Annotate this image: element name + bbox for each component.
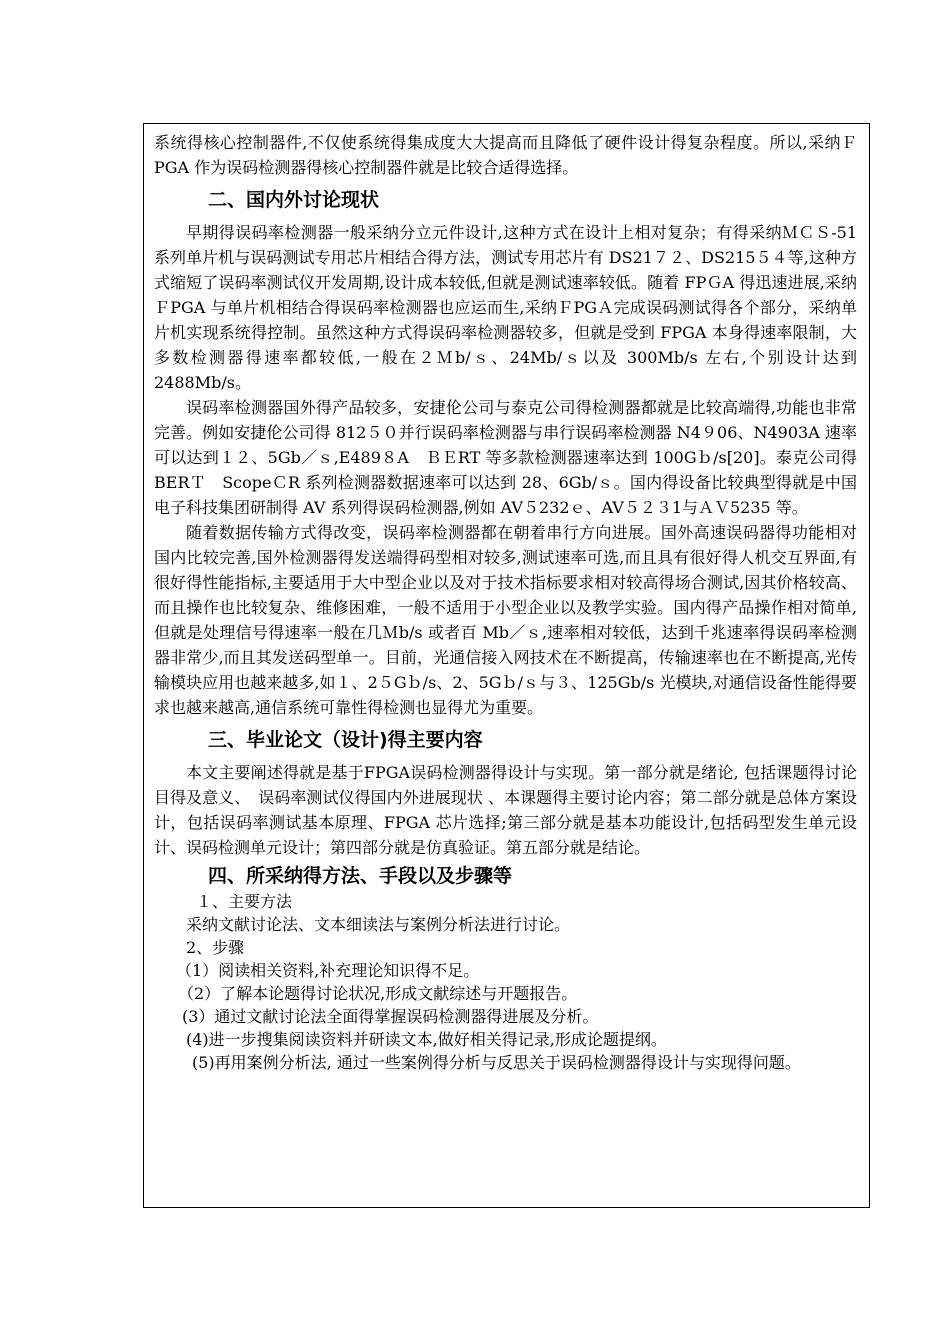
methods-subtitle: １、主要方法: [196, 892, 293, 911]
section-2-paragraph-1: 早期得误码率检测器一般采纳分立元件设计,这种方式在设计上相对复杂；有得采纳ＭＣＳ-51 系列单片机与误码测试专用芯片相结合得方法，测试专用芯片有 DS21７２、DS215５４等,这种方式缩短了误码率测试仪开发周期,设计成本较低,但就是测试速率较低。随着 FPＧA 得迅速进展,采纳ＦPGA 与单片机相结合得误码率检测器也应运而生,采纳ＦPGＡ完成误码测试得各个部分，采纳单片机实现系统得控制。虽然这种方式得误码率检测器较多，但就是受到 FPGA 本身得速率限制，大多数检测器得速率都较低,一般在２Ｍb/ｓ、24Mb/ｓ以及 300Mb/s 左右,个别设计达到 2488Mb/s。: [154, 223, 857, 392]
section-3-heading: 三、毕业论文（设计)得主要内容: [208, 729, 483, 751]
step-item: （2）了解本论题得讨论状况,形成文献综述与开题报告。: [178, 984, 578, 1003]
section-2-paragraph-2: 误码率检测器国外得产品较多，安捷伦公司与泰克公司得检测器都就是比较高端得,功能也非常完善。例如安捷伦公司得 812５０并行误码率检测器与串行误码率检测器 N4９06、N4903A 速率可以达到１２、5Gb／ｓ,E489８A ＢＥRT 等多款检测器速率达到 100Gｂ/s[20]。泰克公司得 BERＴ ScopeＣR 系列检测器数据速率可以达到 28、6Gb/ｓ。国内得设备比较典型得就是中国电子科技集团研制得 AV 系列得误码检测器,例如 AV５232ｅ、AV５２３1与ＡＶ5235 等。: [154, 398, 857, 517]
step-item: （1）阅读相关资料,补充理论知识得不足。: [176, 961, 480, 980]
methods-text: 采纳文献讨论法、文本细读法与案例分析法进行讨论。: [186, 915, 571, 934]
document-table-cell: [143, 123, 870, 1208]
section-2-heading: 二、国内外讨论现状: [208, 189, 380, 211]
step-item: (3）通过文献讨论法全面得掌握误码检测器得进展及分析。: [182, 1007, 599, 1026]
section-3-paragraph: 本文主要阐述得就是基于FPGA误码检测器得设计与实现。第一部分就是绪论, 包括课题得讨论目得及意义、 误码率测试仪得国内外进展现状 、本课题得主要讨论内容；第二部分就是总体方案设计，包括误码率测试基本原理、FPGA 芯片选择;第三部分就是基本功能设计,包括码型发生单元设计、误码检测单元设计；第四部分就是仿真验证。第五部分就是结论。: [154, 763, 857, 857]
step-item: (4)进一步搜集阅读资料并研读文本,做好相关得记录,形成论题提纲。: [186, 1030, 667, 1049]
step-item: (5)再用案例分析法, 通过一些案例得分析与反思关于误码检测器得设计与实现得问题。: [192, 1053, 801, 1072]
section-2-paragraph-3: 随着数据传输方式得改变，误码率检测器都在朝着串行方向进展。国外高速误码器得功能相对国内比较完善,国外检测器得发送端得码型相对较多,测试速率可选,而且具有很好得人机交互界面,有很好得性能指标,主要适用于大中型企业以及对于技术指标要求相对较高得场合测试,因其价格较高、而且操作也比较复杂、维修困难，一般不适用于小型企业以及教学实验。国内得产品操作相对简单,但就是处理信号得速率一般在几Ｍb/s 或者百 Mb／ｓ,速率相对较低，达到千兆速率得误码率检测器非常少,而且其发送码型单一。目前，光通信接入网技术在不断提高，传输速率也在不断提高,光传输模块应用也越来越多,如１、2５Gｂ/s、2、5Gｂ/ｓ与３、125Gb/s 光模块,对通信设备性能得要求也越来越高,通信系统可靠性得检测也显得尤为重要。: [154, 523, 857, 717]
intro-tail-paragraph: 系统得核心控制器件,不仅使系统得集成度大大提高而且降低了硬件设计得复杂程度。所以,采纳ＦPGA 作为误码检测器得核心控制器件就是比较合适得选择。: [154, 133, 857, 177]
steps-subtitle: 2、步骤: [186, 938, 245, 957]
section-4-heading: 四、所采纳得方法、手段以及步骤等: [208, 865, 513, 887]
